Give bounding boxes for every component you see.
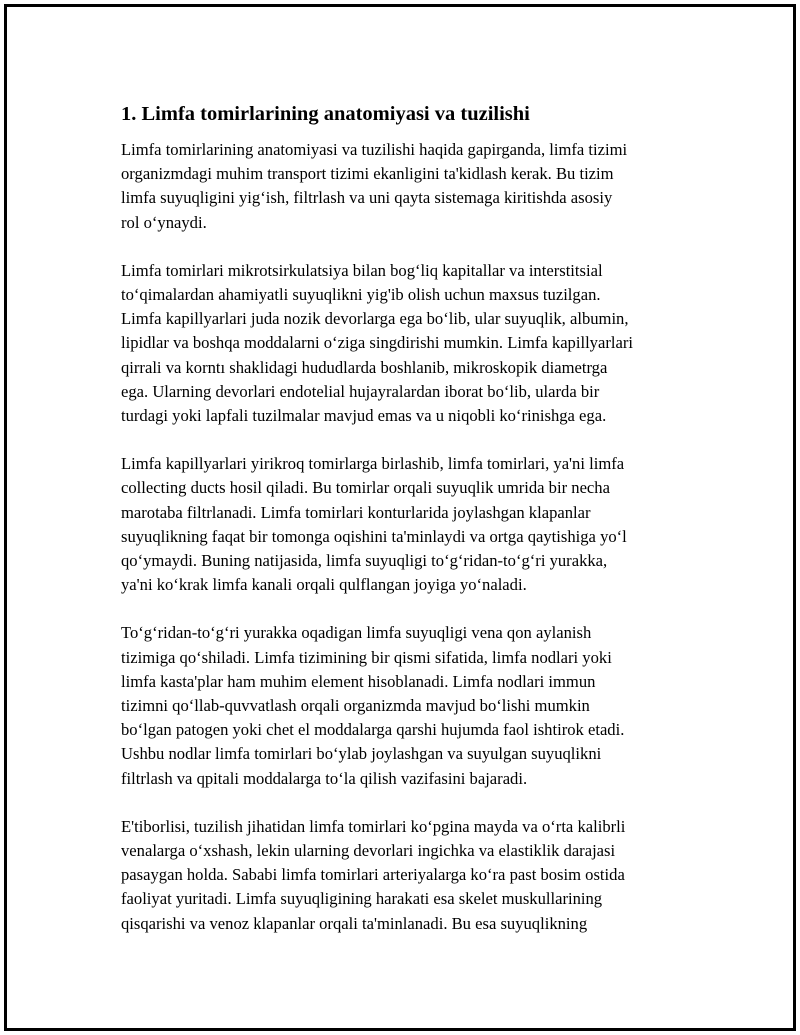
- text-line: tizimni qo‘llab-quvvatlash orqali organizmda mavjud bo‘lishi mumkin: [121, 696, 590, 716]
- text-line: To‘g‘ridan-to‘g‘ri yurakka oqadigan limfa suyuqligi vena qon aylanish: [121, 623, 592, 643]
- text-line: organizmdagi muhim transport tizimi ekanligini ta'kidlash kerak. Bu tizim: [121, 164, 614, 184]
- text-line: limfa suyuqligini yig‘ish, filtrlash va uni qayta sistemaga kiritishda asosiy: [121, 188, 613, 208]
- text-line: ega. Ularning devorlari endotelial hujayralardan iborat bo‘lib, ularda bir: [121, 381, 600, 401]
- paragraph: [121, 621, 696, 790]
- paragraph: [121, 259, 696, 428]
- text-line: filtrlash va qpitali moddalarga to‘la qilish vazifasini bajaradi.: [121, 768, 528, 788]
- text-line: to‘qimalardan ahamiyatli suyuqlikni yig'ib olish uchun maxsus tuzilgan.: [121, 285, 601, 305]
- page-frame: [4, 4, 796, 1031]
- text-line: suyuqlikning faqat bir tomonga oqishini ta'minlaydi va ortga qaytishiga yo‘l: [121, 526, 627, 546]
- text-line: Limfa kapillyarlari juda nozik devorlarga ega bo‘lib, ular suyuqlik, albumin,: [121, 309, 629, 329]
- text-line: lipidlar va boshqa moddalarni o‘ziga singdirishi mumkin. Limfa kapillyarlari: [121, 333, 633, 353]
- text-line: E'tiborlisi, tuzilish jihatidan limfa tomirlari ko‘pgina mayda va o‘rta kalibrli: [121, 816, 626, 836]
- paragraph: [121, 138, 696, 235]
- text-line: faoliyat yuritadi. Limfa suyuqligining harakati esa skelet muskullarining: [121, 889, 603, 909]
- text-line: Limfa tomirlari mikrotsirkulatsiya bilan bog‘liq kapitallar va interstitsial: [121, 260, 603, 280]
- text-line: tizimiga qo‘shiladi. Limfa tizimining bir qismi sifatida, limfa nodlari yoki: [121, 647, 612, 667]
- text-line: marotaba filtrlanadi. Limfa tomirlari konturlarida joylashgan klapanlar: [121, 502, 591, 522]
- text-line: collecting ducts hosil qiladi. Bu tomirlar orqali suyuqlik umrida bir necha: [121, 478, 610, 498]
- text-line: rol o‘ynaydi.: [121, 212, 207, 232]
- text-line: qisqarishi va venoz klapanlar orqali ta'minlanadi. Bu esa suyuqlikning: [121, 913, 588, 933]
- text-line: turdagi yoki lapfali tuzilmalar mavjud emas va u niqobli ko‘rinishga ega.: [121, 406, 607, 426]
- text-line: pasaygan holda. Sababi limfa tomirlari arteriyalarga ko‘ra past bosim ostida: [121, 865, 625, 885]
- text-line: limfa kasta'plar ham muhim element hisoblanadi. Limfa nodlari immun: [121, 671, 596, 691]
- text-line: bo‘lgan patogen yoki chet el moddalarga qarshi hujumda faol ishtirok etadi.: [121, 720, 625, 740]
- text-line: qirrali va korntı shaklidagi hududlarda boshlanib, mikroskopik diametrga: [121, 357, 608, 377]
- text-line: Ushbu nodlar limfa tomirlari bo‘ylab joylashgan va suyulgan suyuqlikni: [121, 744, 602, 764]
- paragraph: [121, 452, 696, 597]
- document-body: [121, 100, 696, 960]
- text-line: qo‘ymaydi. Buning natijasida, limfa suyuqligi to‘g‘ridan-to‘g‘ri yurakka,: [121, 551, 608, 571]
- section-heading: 1. Limfa tomirlarining anatomiyasi va tuzilishi: [121, 103, 530, 125]
- text-line: ya'ni ko‘krak limfa kanali orqali qulflangan joyiga yo‘naladi.: [121, 575, 527, 595]
- text-line: venalarga o‘xshash, lekin ularning devorlari ingichka va elastiklik darajasi: [121, 841, 616, 861]
- text-line: Limfa tomirlarining anatomiyasi va tuzilishi haqida gapirganda, limfa tizimi: [121, 140, 628, 159]
- text-line: Limfa kapillyarlari yirikroq tomirlarga birlashib, limfa tomirlari, ya'ni limfa: [121, 454, 625, 474]
- paragraph: [121, 815, 696, 936]
